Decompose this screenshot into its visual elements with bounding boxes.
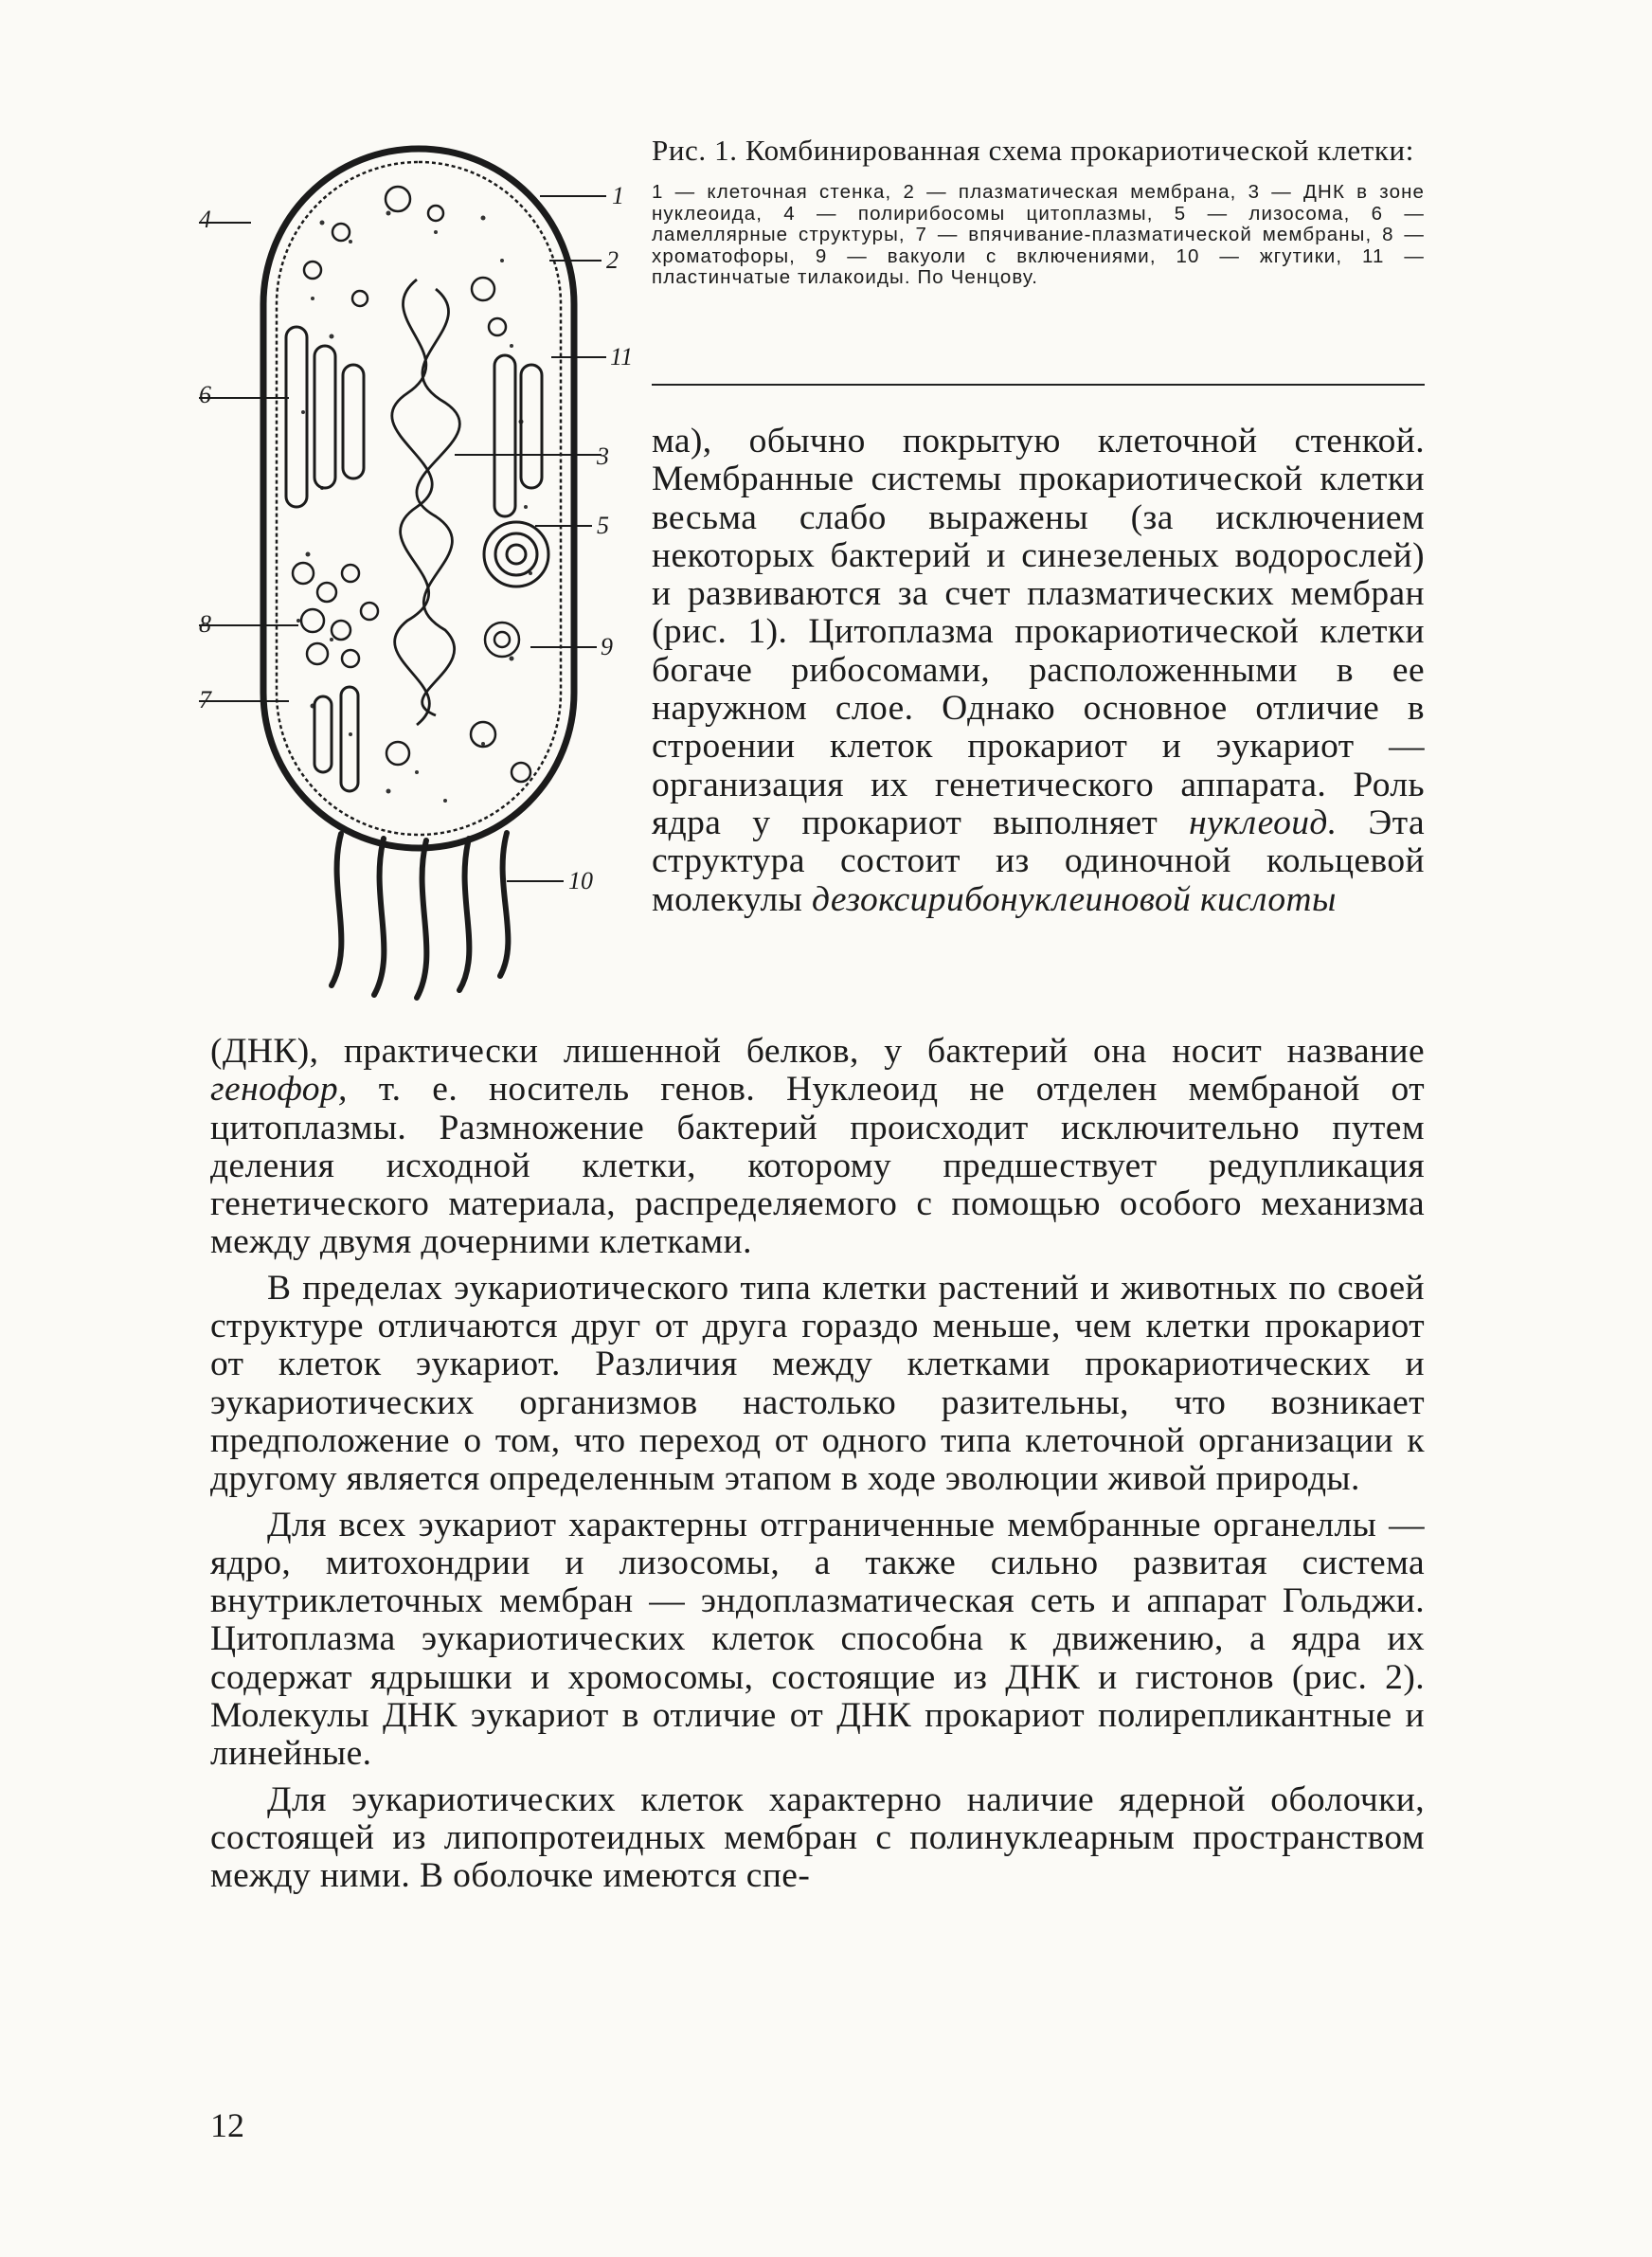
- text-column-full: [210, 1033, 1425, 1896]
- caption-legend: 1 — клеточная стенка, 2 — плазматическая мембрана, 3 — ДНК в зоне нуклеоида, 4 — полирибосомы цитоплазмы, 5 — лизосома, 6 — ламеллярные структуры, 7 — впячивание-плазматической мембраны, 8 — хроматофоры, 9 — вакуоли с включениями, 10 — жгутики, 11 — пластинчатые тилакоиды. По Ченцову.: [652, 181, 1425, 288]
- figure-label-5: 5: [597, 512, 609, 539]
- caption-title: Рис. 1. Комбинированная схема прокариотической клетки:: [652, 134, 1414, 167]
- figure-label-4: 4: [199, 206, 211, 233]
- text-run: ма), обычно покрытую клеточной стенкой. Мембранные системы прокариотической клетки весьма слабо выражены (за исключением некоторых бактерий и синезеленых водорослей) и развиваются за счет плазматических мембран (рис. 1). Цитоплазма прокариотической клетки богаче рибосомами, расположенными в ее наружном слое. Однако основное отличие в строении клеток прокариот и эукариот — организация их генетического аппарата. Роль ядра у прокариот выполняет: [652, 422, 1425, 842]
- figure-label-3: 3: [597, 442, 609, 470]
- figure-caption: [652, 135, 1425, 289]
- figure-label-1: 1: [612, 182, 624, 209]
- lysosome: [484, 522, 548, 587]
- paragraph-right: [652, 423, 1425, 919]
- prokaryotic-cell-diagram: [199, 128, 635, 1019]
- term-dna: дезоксирибонуклеиновой кислоты: [812, 879, 1337, 919]
- page-number: 12: [210, 2106, 244, 2144]
- flagella: [332, 833, 508, 998]
- paragraph-1-continued: [210, 1033, 1425, 1262]
- figure-label-11: 11: [610, 343, 634, 370]
- figure-label-6: 6: [199, 381, 211, 408]
- term-genophore: генофор,: [210, 1070, 348, 1110]
- text-run: Эта структура состоит из одиночной кольцевой молекулы: [652, 803, 1425, 919]
- term-nucleoid: нуклеоид.: [1189, 803, 1338, 842]
- paragraph-3: Для всех эукариот характерны отграниченные мембранные органеллы — ядро, митохондрии и лизосомы, а также сильно развитая система внутриклеточных мембран — эндоплазматическая сеть и аппарат Гольджи. Цитоплазма эукариотических клеток способна к движению, а ядра их содержат ядрышки и хромосомы, состоящие из ДНК и гистонов (рис. 2). Молекулы ДНК эукариот в отличие от ДНК прокариот полирепликантные и линейные.: [210, 1505, 1425, 1774]
- paragraph-2: В пределах эукариотического типа клетки растений и животных по своей структуре отличаются друг от друга гораздо меньше, чем клетки прокариот от клеток эукариот. Различия между клетками прокариотических и эукариотических организмов настолько разительны, что возникает предположение о том, что переход от одного типа клеточной организации к другому является определенным этапом в ходе эволюции живой природы.: [210, 1268, 1425, 1499]
- cell-figure: [199, 128, 635, 1019]
- paragraph-4: Для эукариотических клеток характерно наличие ядерной оболочки, состоящей из липопротеидных мембран с полинуклеарным пространством между ними. В оболочке имеются спе-: [210, 1779, 1425, 1896]
- figure-label-7: 7: [199, 686, 211, 713]
- figure-label-10: 10: [568, 867, 593, 894]
- text-run: т. е. носитель генов. Нуклеоид не отделен мембраной от цитоплазмы. Размножение бактерий происходит исключительно путем деления исходной клетки, которому предшествует редупликация генетического материала, распределяемого с помощью особого механизма между двумя дочерними клетками.: [210, 1070, 1425, 1262]
- figure-label-9: 9: [601, 633, 613, 660]
- figure-label-8: 8: [199, 610, 211, 638]
- text-run: (ДНК), практически лишенной белков, у бактерий она носит название: [210, 1032, 1425, 1071]
- figure-label-2: 2: [606, 246, 619, 274]
- nucleoid-dna: [392, 280, 460, 725]
- caption-rule: [652, 384, 1425, 386]
- text-column-right: [652, 423, 1425, 919]
